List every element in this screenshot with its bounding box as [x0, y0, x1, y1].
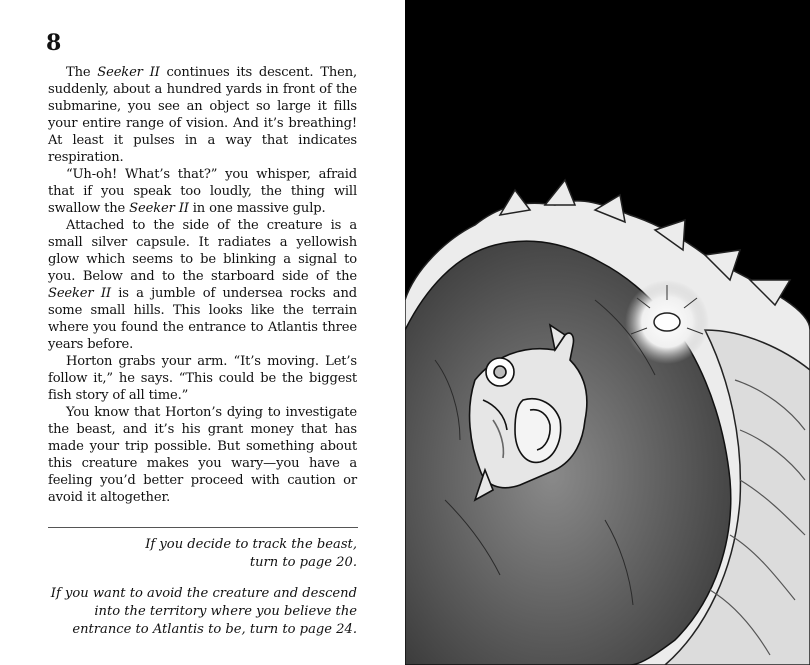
italic-run: Seeker II — [97, 65, 160, 80]
story-paragraph — [48, 166, 357, 217]
story-text — [48, 64, 357, 506]
choice-line: into the territory where you believe the — [94, 604, 357, 619]
italic-run: Seeker II — [129, 201, 189, 216]
choice-line: entrance to Atlantis to be, turn to page 24. — [72, 622, 357, 637]
text-run: Horton grabs your arm. “It’s moving. Let’s follow it,” he says. “This could be the biggest fish story of all time.” — [48, 354, 357, 403]
text-run: in one massive gulp. — [188, 201, 326, 216]
story-paragraph — [48, 64, 357, 166]
text-run: The — [66, 65, 98, 80]
story-paragraph — [48, 217, 357, 353]
illustration-creature-and-submarine — [405, 0, 810, 665]
page-number: 8 — [46, 30, 62, 56]
choice-line: If you decide to track the beast, — [145, 537, 357, 552]
choice-line: If you want to avoid the creature and descend — [50, 586, 357, 601]
silver-capsule — [654, 313, 680, 331]
choice-avoid-creature — [47, 585, 357, 639]
choice-line: turn to page 20. — [249, 555, 357, 570]
choice-track-beast — [47, 536, 357, 572]
text-run: “Uh-oh! What’s that?” you whisper, afraid that if you speak too loudly, the thing will swallow the — [48, 167, 357, 216]
section-divider — [48, 527, 358, 528]
text-run: continues its descent. Then, suddenly, about a hundred yards in front of the submarine, you see an object so large it fills your entire range of vision. And it’s breathing! At least it pulses in a way that indicates respiration. — [48, 65, 357, 165]
illustration-drawing — [405, 0, 810, 665]
text-run: You know that Horton’s dying to investigate the beast, and it’s his grant money that has made your trip possible. But something about this creature makes you wary—you have a feeling you’d better proceed with caution or avoid it altogether. — [48, 405, 357, 505]
text-run: is a jumble of undersea rocks and some small hills. This looks like the terrain where you found the entrance to Atlantis three years before. — [48, 286, 357, 352]
story-paragraph — [48, 404, 357, 506]
text-run: Attached to the side of the creature is a small silver capsule. It radiates a yellowish glow which seems to be blinking a signal to you. Below and to the starboard side of the — [48, 218, 357, 284]
italic-run: Seeker II — [48, 286, 111, 301]
story-paragraph — [48, 353, 357, 404]
